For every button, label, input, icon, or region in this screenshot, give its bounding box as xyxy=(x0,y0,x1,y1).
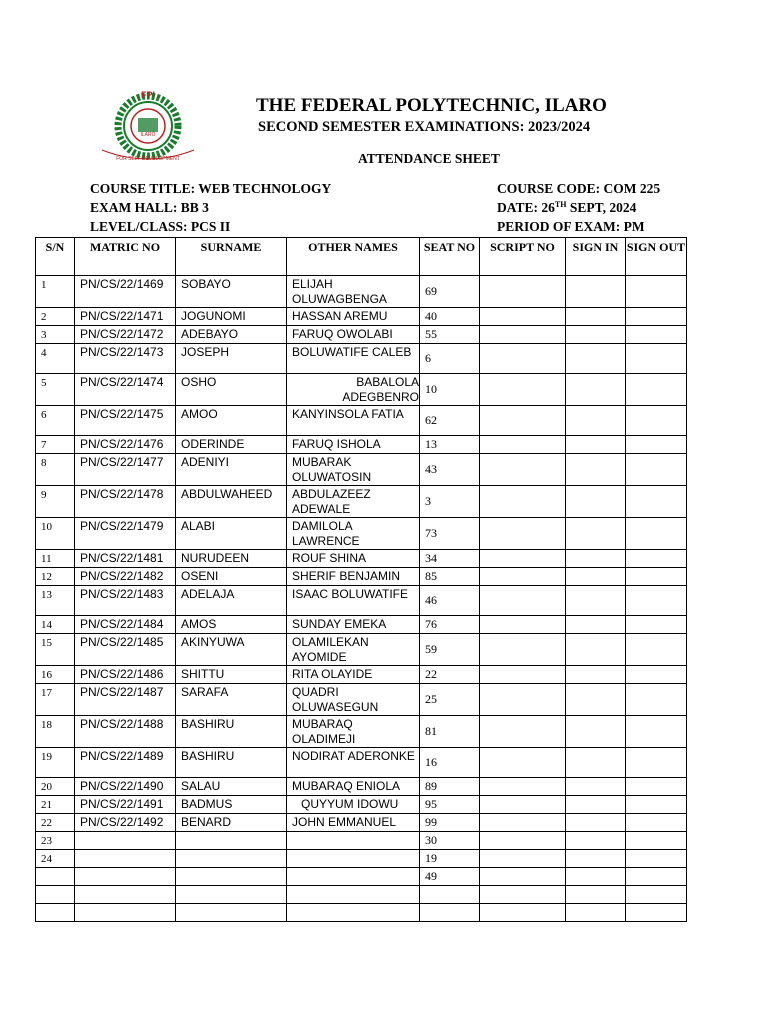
cell-sign-in xyxy=(566,886,626,904)
cell-sn: 15 xyxy=(36,634,75,666)
cell-seat: 46 xyxy=(420,586,480,616)
cell-sn xyxy=(36,904,75,922)
table-row xyxy=(36,778,687,796)
cell-sn: 12 xyxy=(36,568,75,586)
cell-sn xyxy=(36,886,75,904)
cell-script xyxy=(480,276,566,308)
cell-sn: 4 xyxy=(36,344,75,374)
table-row xyxy=(36,850,687,868)
cell-sign-in xyxy=(566,748,626,778)
cell-sn: 20 xyxy=(36,778,75,796)
cell-script xyxy=(480,868,566,886)
table-row xyxy=(36,832,687,850)
course-code: COURSE CODE: COM 225 xyxy=(497,181,661,196)
attendance-table xyxy=(35,237,687,922)
cell-other-names: QUADRI OLUWASEGUN xyxy=(287,684,420,716)
cell-seat: 76 xyxy=(420,616,480,634)
cell-sign-in xyxy=(566,814,626,832)
cell-surname: ABDULWAHEED xyxy=(176,486,287,518)
cell-surname: BASHIRU xyxy=(176,748,287,778)
cell-matric: PN/CS/22/1471 xyxy=(75,308,176,326)
cell-sign-out xyxy=(626,518,687,550)
table-header-row xyxy=(36,238,687,276)
cell-seat: 89 xyxy=(420,778,480,796)
cell-sign-out xyxy=(626,486,687,518)
table-row xyxy=(36,550,687,568)
cell-seat: 6 xyxy=(420,344,480,374)
cell-other-names: RITA OLAYIDE xyxy=(287,666,420,684)
cell-sign-out xyxy=(626,374,687,406)
cell-matric: PN/CS/22/1477 xyxy=(75,454,176,486)
exam-date: DATE: 26TH SEPT, 2024 xyxy=(497,200,637,215)
cell-seat: 43 xyxy=(420,454,480,486)
table-row xyxy=(36,868,687,886)
cell-matric: PN/CS/22/1492 xyxy=(75,814,176,832)
cell-matric xyxy=(75,868,176,886)
cell-sign-out xyxy=(626,634,687,666)
cell-sign-out xyxy=(626,814,687,832)
cell-sign-out xyxy=(626,832,687,850)
cell-surname xyxy=(176,904,287,922)
logo-text: FPI xyxy=(140,90,156,100)
cell-sign-in xyxy=(566,276,626,308)
cell-script xyxy=(480,832,566,850)
cell-sign-out xyxy=(626,796,687,814)
table-row xyxy=(36,814,687,832)
cell-sign-in xyxy=(566,568,626,586)
cell-sn xyxy=(36,868,75,886)
cell-other-names: ROUF SHINA xyxy=(287,550,420,568)
cell-sign-in xyxy=(566,374,626,406)
cell-other-names: NODIRAT ADERONKE xyxy=(287,748,420,778)
table-row xyxy=(36,436,687,454)
cell-surname: BADMUS xyxy=(176,796,287,814)
cell-sn: 21 xyxy=(36,796,75,814)
cell-script xyxy=(480,904,566,922)
cell-seat: 55 xyxy=(420,326,480,344)
cell-matric: PN/CS/22/1473 xyxy=(75,344,176,374)
cell-matric: PN/CS/22/1483 xyxy=(75,586,176,616)
cell-sign-out xyxy=(626,308,687,326)
cell-sign-in xyxy=(566,778,626,796)
cell-seat: 19 xyxy=(420,850,480,868)
cell-sn: 6 xyxy=(36,406,75,436)
cell-surname xyxy=(176,868,287,886)
cell-script xyxy=(480,716,566,748)
cell-matric: PN/CS/22/1487 xyxy=(75,684,176,716)
cell-sn: 11 xyxy=(36,550,75,568)
cell-other-names: ISAAC BOLUWATIFE xyxy=(287,586,420,616)
cell-sn: 22 xyxy=(36,814,75,832)
table-row xyxy=(36,486,687,518)
page-title: THE FEDERAL POLYTECHNIC, ILARO xyxy=(256,95,607,116)
cell-seat: 81 xyxy=(420,716,480,748)
cell-sn: 14 xyxy=(36,616,75,634)
header-seat: SEAT NO xyxy=(420,238,480,276)
cell-sn: 3 xyxy=(36,326,75,344)
cell-seat xyxy=(420,886,480,904)
cell-seat: 25 xyxy=(420,684,480,716)
table-row xyxy=(36,616,687,634)
cell-seat: 69 xyxy=(420,276,480,308)
cell-other-names: MUBARAQ ENIOLA xyxy=(287,778,420,796)
cell-surname: NURUDEEN xyxy=(176,550,287,568)
cell-other-names xyxy=(287,868,420,886)
cell-sign-in xyxy=(566,586,626,616)
cell-script xyxy=(480,406,566,436)
cell-sign-out xyxy=(626,904,687,922)
cell-script xyxy=(480,586,566,616)
cell-other-names: OLAMILEKAN AYOMIDE xyxy=(287,634,420,666)
cell-other-names: BABALOLA ADEGBENRO xyxy=(287,374,420,406)
cell-surname: OSHO xyxy=(176,374,287,406)
cell-other-names: QUYYUM IDOWU xyxy=(287,796,420,814)
cell-matric xyxy=(75,904,176,922)
cell-other-names: FARUQ ISHOLA xyxy=(287,436,420,454)
cell-sign-in xyxy=(566,454,626,486)
cell-sign-in xyxy=(566,436,626,454)
header-sign-in: SIGN IN xyxy=(566,238,626,276)
cell-surname: SARAFA xyxy=(176,684,287,716)
cell-surname xyxy=(176,850,287,868)
cell-matric xyxy=(75,886,176,904)
table-row xyxy=(36,886,687,904)
cell-surname: ADENIYI xyxy=(176,454,287,486)
cell-matric xyxy=(75,850,176,868)
cell-surname: OSENI xyxy=(176,568,287,586)
logo-inner-text: ILARO xyxy=(140,132,156,138)
cell-sign-in xyxy=(566,550,626,568)
cell-script xyxy=(480,616,566,634)
cell-sign-in xyxy=(566,832,626,850)
cell-script xyxy=(480,326,566,344)
cell-sign-in xyxy=(566,850,626,868)
cell-seat: 99 xyxy=(420,814,480,832)
cell-seat: 59 xyxy=(420,634,480,666)
cell-sn: 10 xyxy=(36,518,75,550)
cell-matric: PN/CS/22/1482 xyxy=(75,568,176,586)
cell-matric: PN/CS/22/1489 xyxy=(75,748,176,778)
cell-script xyxy=(480,886,566,904)
cell-sign-in xyxy=(566,868,626,886)
cell-sn: 1 xyxy=(36,276,75,308)
cell-other-names: FARUQ OWOLABI xyxy=(287,326,420,344)
cell-other-names xyxy=(287,850,420,868)
cell-surname: ODERINDE xyxy=(176,436,287,454)
level-class: LEVEL/CLASS: PCS II xyxy=(90,219,231,234)
cell-sign-in xyxy=(566,326,626,344)
table-row xyxy=(36,666,687,684)
exam-hall: EXAM HALL: BB 3 xyxy=(90,200,209,215)
cell-sn: 18 xyxy=(36,716,75,748)
cell-script xyxy=(480,550,566,568)
cell-sign-out xyxy=(626,778,687,796)
cell-sn: 5 xyxy=(36,374,75,406)
table-row xyxy=(36,904,687,922)
cell-sign-in xyxy=(566,344,626,374)
cell-script xyxy=(480,568,566,586)
header-sign-out: SIGN OUT xyxy=(626,238,687,276)
header-matric: MATRIC NO xyxy=(75,238,176,276)
cell-surname: SHITTU xyxy=(176,666,287,684)
cell-sign-out xyxy=(626,586,687,616)
table-row xyxy=(36,454,687,486)
cell-surname: SOBAYO xyxy=(176,276,287,308)
table-row xyxy=(36,586,687,616)
cell-script xyxy=(480,778,566,796)
cell-sign-in xyxy=(566,716,626,748)
header-script: SCRIPT NO xyxy=(480,238,566,276)
cell-seat: 10 xyxy=(420,374,480,406)
cell-sign-out xyxy=(626,326,687,344)
cell-sign-out xyxy=(626,436,687,454)
cell-seat: 62 xyxy=(420,406,480,436)
cell-sn: 17 xyxy=(36,684,75,716)
cell-seat: 3 xyxy=(420,486,480,518)
exam-subtitle: SECOND SEMESTER EXAMINATIONS: 2023/2024 xyxy=(258,119,591,135)
cell-other-names xyxy=(287,886,420,904)
cell-sign-out xyxy=(626,850,687,868)
cell-matric: PN/CS/22/1475 xyxy=(75,406,176,436)
cell-seat: 30 xyxy=(420,832,480,850)
table-row xyxy=(36,518,687,550)
cell-sign-out xyxy=(626,454,687,486)
cell-sign-in xyxy=(566,518,626,550)
cell-sign-out xyxy=(626,684,687,716)
cell-surname: JOGUNOMI xyxy=(176,308,287,326)
cell-other-names: JOHN EMMANUEL xyxy=(287,814,420,832)
cell-matric: PN/CS/22/1486 xyxy=(75,666,176,684)
polytechnic-logo xyxy=(92,90,204,164)
cell-script xyxy=(480,850,566,868)
cell-sn: 8 xyxy=(36,454,75,486)
cell-sign-in xyxy=(566,406,626,436)
cell-sn: 19 xyxy=(36,748,75,778)
cell-other-names xyxy=(287,904,420,922)
cell-surname: AMOS xyxy=(176,616,287,634)
cell-sign-out xyxy=(626,406,687,436)
cell-matric: PN/CS/22/1469 xyxy=(75,276,176,308)
cell-sign-in xyxy=(566,796,626,814)
table-row xyxy=(36,716,687,748)
logo-motto: FOR SELF DEVELOPMENT xyxy=(116,156,180,162)
cell-sign-in xyxy=(566,684,626,716)
cell-sign-in xyxy=(566,308,626,326)
cell-matric: PN/CS/22/1479 xyxy=(75,518,176,550)
cell-matric: PN/CS/22/1488 xyxy=(75,716,176,748)
cell-sign-out xyxy=(626,568,687,586)
cell-surname xyxy=(176,886,287,904)
cell-matric: PN/CS/22/1485 xyxy=(75,634,176,666)
cell-sign-out xyxy=(626,868,687,886)
cell-seat: 95 xyxy=(420,796,480,814)
cell-script xyxy=(480,454,566,486)
cell-seat: 13 xyxy=(420,436,480,454)
header-sn: S/N xyxy=(36,238,75,276)
cell-other-names: HASSAN AREMU xyxy=(287,308,420,326)
table-row xyxy=(36,568,687,586)
cell-seat: 49 xyxy=(420,868,480,886)
cell-sn: 24 xyxy=(36,850,75,868)
cell-script xyxy=(480,634,566,666)
cell-script xyxy=(480,486,566,518)
table-row xyxy=(36,344,687,374)
table-row xyxy=(36,684,687,716)
cell-other-names: SUNDAY EMEKA xyxy=(287,616,420,634)
cell-surname: BENARD xyxy=(176,814,287,832)
cell-matric: PN/CS/22/1472 xyxy=(75,326,176,344)
cell-sign-out xyxy=(626,344,687,374)
table-row xyxy=(36,406,687,436)
cell-other-names: MUBARAK OLUWATOSIN xyxy=(287,454,420,486)
cell-matric: PN/CS/22/1476 xyxy=(75,436,176,454)
cell-matric: PN/CS/22/1490 xyxy=(75,778,176,796)
table-row xyxy=(36,748,687,778)
cell-matric: PN/CS/22/1481 xyxy=(75,550,176,568)
cell-sign-in xyxy=(566,634,626,666)
cell-sign-out xyxy=(626,276,687,308)
cell-seat xyxy=(420,904,480,922)
cell-script xyxy=(480,666,566,684)
cell-script xyxy=(480,436,566,454)
cell-other-names: ABDULAZEEZ ADEWALE xyxy=(287,486,420,518)
cell-sn: 16 xyxy=(36,666,75,684)
cell-surname: JOSEPH xyxy=(176,344,287,374)
cell-sn: 23 xyxy=(36,832,75,850)
cell-sn: 7 xyxy=(36,436,75,454)
cell-seat: 73 xyxy=(420,518,480,550)
cell-sign-in xyxy=(566,904,626,922)
cell-sign-out xyxy=(626,616,687,634)
cell-sign-in xyxy=(566,666,626,684)
table-row xyxy=(36,308,687,326)
cell-seat: 34 xyxy=(420,550,480,568)
cell-surname xyxy=(176,832,287,850)
cell-script xyxy=(480,344,566,374)
cell-surname: ADEBAYO xyxy=(176,326,287,344)
cell-other-names: SHERIF BENJAMIN xyxy=(287,568,420,586)
cell-matric: PN/CS/22/1478 xyxy=(75,486,176,518)
cell-matric: PN/CS/22/1484 xyxy=(75,616,176,634)
header-surname: SURNAME xyxy=(176,238,287,276)
cell-matric: PN/CS/22/1491 xyxy=(75,796,176,814)
cell-matric xyxy=(75,832,176,850)
cell-script xyxy=(480,374,566,406)
cell-sn: 2 xyxy=(36,308,75,326)
cell-surname: AKINYUWA xyxy=(176,634,287,666)
cell-other-names: DAMILOLA LAWRENCE xyxy=(287,518,420,550)
cell-sn: 9 xyxy=(36,486,75,518)
table-row xyxy=(36,276,687,308)
cell-script xyxy=(480,518,566,550)
cell-sign-in xyxy=(566,616,626,634)
cell-sign-out xyxy=(626,716,687,748)
cell-seat: 16 xyxy=(420,748,480,778)
cell-surname: BASHIRU xyxy=(176,716,287,748)
cell-seat: 22 xyxy=(420,666,480,684)
cell-sign-in xyxy=(566,486,626,518)
cell-surname: ALABI xyxy=(176,518,287,550)
cell-sign-out xyxy=(626,550,687,568)
cell-sn: 13 xyxy=(36,586,75,616)
cell-other-names: MUBARAQ OLADIMEJI xyxy=(287,716,420,748)
cell-other-names: ELIJAH OLUWAGBENGA xyxy=(287,276,420,308)
cell-script xyxy=(480,748,566,778)
sheet-title: ATTENDANCE SHEET xyxy=(358,151,500,166)
cell-matric: PN/CS/22/1474 xyxy=(75,374,176,406)
cell-surname: SALAU xyxy=(176,778,287,796)
cell-sign-out xyxy=(626,886,687,904)
cell-script xyxy=(480,308,566,326)
exam-period: PERIOD OF EXAM: PM xyxy=(497,219,645,234)
cell-seat: 40 xyxy=(420,308,480,326)
table-row xyxy=(36,796,687,814)
cell-surname: AMOO xyxy=(176,406,287,436)
cell-other-names: BOLUWATIFE CALEB xyxy=(287,344,420,374)
table-row xyxy=(36,374,687,406)
table-row xyxy=(36,634,687,666)
cell-sign-out xyxy=(626,666,687,684)
cell-sign-out xyxy=(626,748,687,778)
cell-script xyxy=(480,814,566,832)
course-title: COURSE TITLE: WEB TECHNOLOGY xyxy=(90,181,332,196)
cell-other-names xyxy=(287,832,420,850)
table-row xyxy=(36,326,687,344)
cell-other-names: KANYINSOLA FATIA xyxy=(287,406,420,436)
cell-surname: ADELAJA xyxy=(176,586,287,616)
cell-script xyxy=(480,684,566,716)
cell-seat: 85 xyxy=(420,568,480,586)
cell-script xyxy=(480,796,566,814)
header-other-names: OTHER NAMES xyxy=(287,238,420,276)
